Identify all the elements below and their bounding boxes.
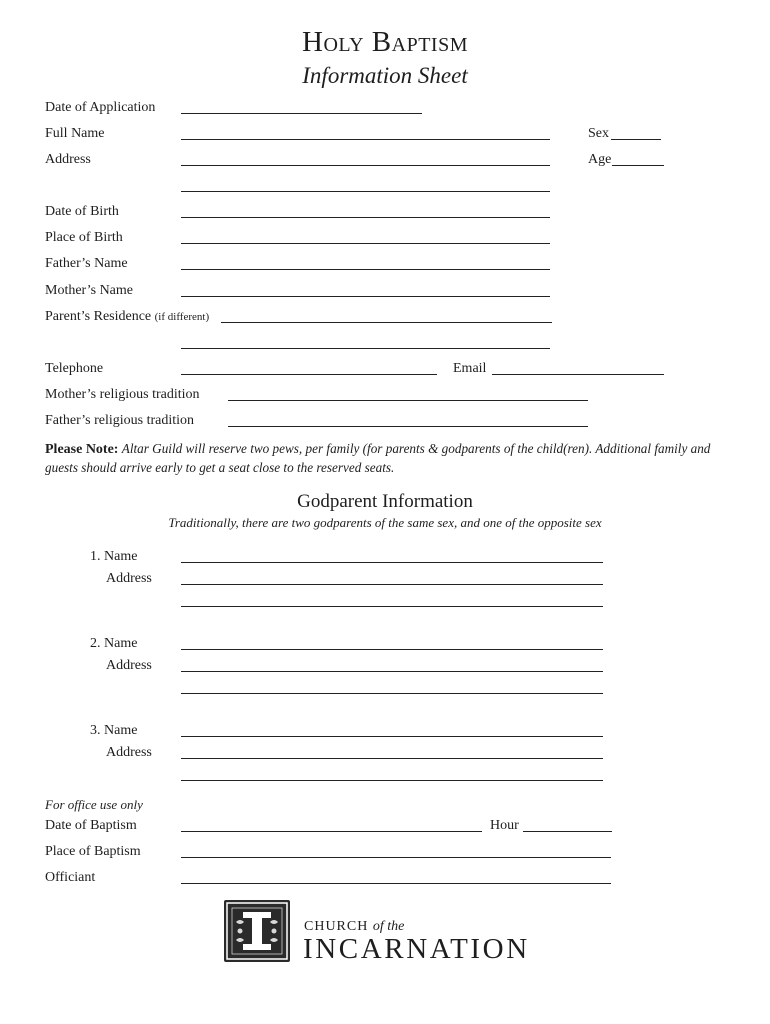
age-label: Age: [588, 152, 612, 167]
mothers-name-label: Mother’s Name: [45, 283, 133, 298]
godparent-3-address-field-2[interactable]: [181, 780, 603, 781]
logo-church-word: CHURCH: [304, 919, 369, 934]
address-field-line-1[interactable]: [181, 165, 550, 166]
office-use-heading: For office use only: [45, 797, 143, 812]
place-of-baptism-field[interactable]: [181, 857, 611, 858]
page-subtitle: Information Sheet: [302, 63, 468, 88]
godparent-section-title: Godparent Information: [297, 491, 473, 512]
hour-label: Hour: [490, 818, 519, 833]
please-note: [45, 440, 735, 477]
date-of-baptism-field[interactable]: [181, 831, 482, 832]
godparent-1-address-field-2[interactable]: [181, 606, 603, 607]
hour-field[interactable]: [523, 831, 612, 832]
godparent-1-name-field[interactable]: [181, 562, 603, 563]
fathers-tradition-field[interactable]: [228, 426, 588, 427]
full-name-label: Full Name: [45, 126, 105, 141]
page-title: Holy Baptism: [302, 26, 468, 58]
sex-label: Sex: [588, 126, 609, 141]
email-field[interactable]: [492, 374, 664, 375]
godparent-3-name-field[interactable]: [181, 736, 603, 737]
logo-church-name: INCARNATION: [303, 933, 530, 965]
age-field[interactable]: [612, 165, 664, 166]
parents-residence-note: (if different): [154, 311, 210, 323]
fathers-name-field[interactable]: [181, 269, 550, 270]
godparent-3-name-label: 3. Name: [90, 723, 138, 738]
address-field-line-2[interactable]: [181, 191, 550, 192]
godparent-1-address-field-1[interactable]: [181, 584, 603, 585]
date-of-birth-label: Date of Birth: [45, 204, 119, 219]
telephone-field[interactable]: [181, 374, 437, 375]
church-logo-mark: [224, 900, 290, 962]
officiant-field[interactable]: [181, 883, 611, 884]
godparent-1-name-label: 1. Name: [90, 549, 138, 564]
date-of-application-label: Date of Application: [45, 100, 156, 115]
place-of-birth-field[interactable]: [181, 243, 550, 244]
godparent-section-subtitle: Traditionally, there are two godparents of the same sex, and one of the opposite sex: [168, 515, 602, 530]
please-note-text: Altar Guild will reserve two pews, per family (for parents & godparents of the child(ren). Additional family and guests should arrive early to get a seat close to the reserved seats.: [45, 441, 711, 475]
officiant-label: Officiant: [45, 870, 96, 885]
parents-residence-field-line-1[interactable]: [221, 322, 552, 323]
logo-of-the: of the: [372, 919, 405, 934]
godparent-2-address-label: Address: [106, 658, 152, 673]
please-note-label: Please Note:: [45, 442, 119, 457]
place-of-birth-label: Place of Birth: [45, 230, 123, 245]
godparent-2-address-field-1[interactable]: [181, 671, 603, 672]
parents-residence-text: Parent’s Residence: [45, 309, 152, 324]
date-of-baptism-label: Date of Baptism: [45, 818, 137, 833]
godparent-2-name-field[interactable]: [181, 649, 603, 650]
godparent-1-address-label: Address: [106, 571, 152, 586]
address-label: Address: [45, 152, 91, 167]
date-of-birth-field[interactable]: [181, 217, 550, 218]
fathers-tradition-label: Father’s religious tradition: [45, 413, 195, 428]
email-label: Email: [453, 361, 487, 376]
godparent-2-address-field-2[interactable]: [181, 693, 603, 694]
godparent-2-name-label: 2. Name: [90, 636, 138, 651]
godparent-3-address-field-1[interactable]: [181, 758, 603, 759]
telephone-label: Telephone: [45, 361, 104, 376]
mothers-name-field[interactable]: [181, 296, 550, 297]
parents-residence-field-line-2[interactable]: [181, 348, 550, 349]
full-name-field[interactable]: [181, 139, 550, 140]
date-of-application-field[interactable]: [181, 113, 422, 114]
church-logo-emblem: [224, 900, 290, 962]
godparent-3-address-label: Address: [106, 745, 152, 760]
mothers-tradition-label: Mother’s religious tradition: [45, 387, 200, 402]
place-of-baptism-label: Place of Baptism: [45, 844, 141, 859]
fathers-name-label: Father’s Name: [45, 256, 128, 271]
sex-field[interactable]: [611, 139, 661, 140]
parents-residence-label: [45, 309, 209, 325]
mothers-tradition-field[interactable]: [228, 400, 588, 401]
